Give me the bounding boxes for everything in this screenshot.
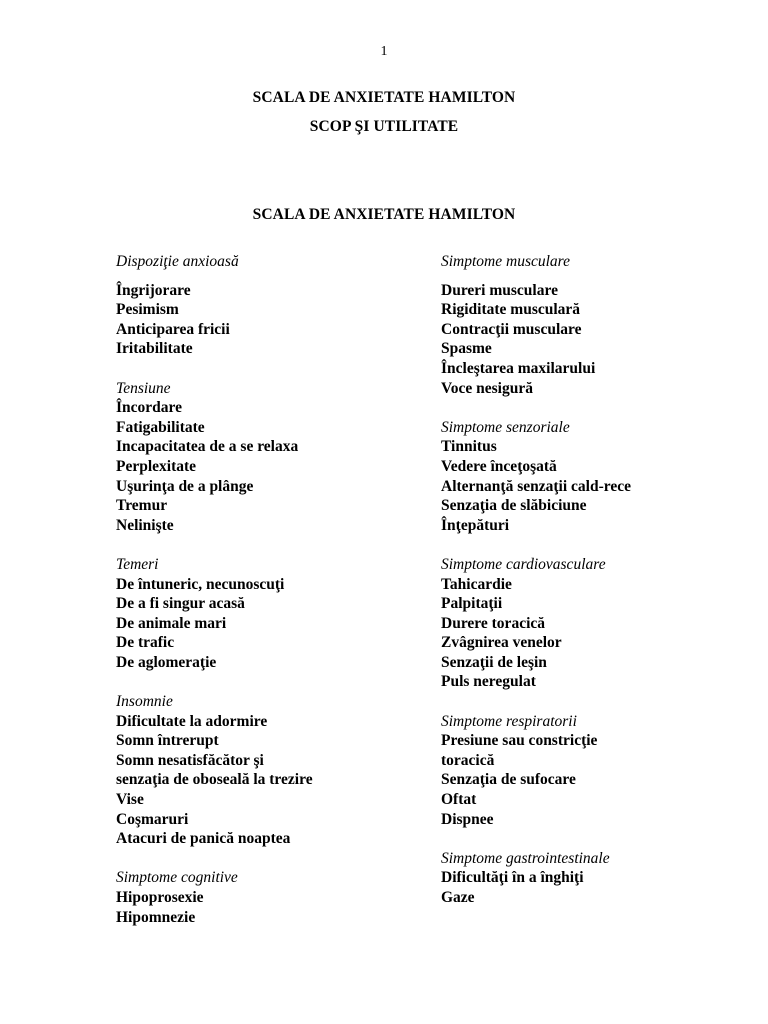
symptom-item: Durere toracică (441, 614, 546, 632)
symptom-section (116, 555, 426, 673)
section-title: Simptome respiratorii (441, 712, 577, 730)
symptom-section (441, 555, 751, 692)
symptom-item: Gaze (441, 889, 475, 906)
symptom-item: De animale mari (116, 614, 227, 632)
symptom-item: Rigiditate musculară (441, 301, 581, 319)
symptom-item: Hipomnezie (116, 908, 196, 926)
scale-title: SCALA DE ANXIETATE HAMILTON (252, 206, 516, 223)
symptom-item: Voce nesigură (441, 379, 533, 397)
symptom-item: Incapacitatea de a se relaxa (116, 438, 299, 456)
symptom-item: Tahicardie (441, 575, 512, 593)
symptom-item: Vise (116, 791, 144, 809)
symptom-item: Dureri musculare (441, 281, 558, 299)
symptom-item: Somn nesatisfăcător şi (116, 751, 264, 769)
section-title: Simptome cognitive (116, 869, 238, 887)
symptom-item: Atacuri de panică noaptea (116, 830, 291, 848)
symptom-item: De a fi singur acasă (116, 595, 245, 613)
document-title: SCALA DE ANXIETATE HAMILTON (252, 89, 516, 106)
symptom-item: Vedere înceţoşată (441, 457, 557, 475)
symptom-item: De trafic (116, 634, 175, 652)
symptom-item: senzaţia de oboseală la trezire (116, 771, 313, 789)
symptom-item: Senzaţia de slăbiciune (441, 497, 587, 515)
symptom-item: Coşmaruri (116, 810, 189, 828)
symptom-item: Încordare (116, 399, 183, 417)
symptom-item: Zvâgnirea venelor (441, 634, 562, 652)
section-title: Dispoziţie anxioasă (116, 253, 239, 270)
symptom-item: Senzaţia de sufocare (441, 771, 576, 789)
symptom-item: Puls neregulat (441, 673, 536, 691)
symptom-item: Dificultate la adormire (116, 712, 268, 730)
symptom-item: Perplexitate (116, 457, 197, 475)
section-title: Simptome musculare (441, 253, 571, 270)
symptom-section (116, 868, 426, 927)
symptom-item: Pesimism (116, 301, 179, 319)
symptom-item: Contracţii musculare (441, 320, 582, 338)
symptom-item: Dificultăţi în a înghiţi (441, 869, 584, 887)
section-title: Temeri (116, 555, 159, 573)
symptom-section (116, 692, 426, 849)
symptom-item: Oftat (441, 791, 477, 809)
symptom-item: Alternanţă senzaţii cald-rece (441, 477, 631, 495)
symptom-item: De întuneric, necunoscuţi (116, 575, 285, 593)
document-subtitle: SCOP ŞI UTILITATE (309, 118, 459, 135)
symptom-item: Fatigabilitate (116, 418, 205, 436)
symptom-item: Presiune sau constricţie (441, 732, 598, 750)
symptom-item: Senzaţii de leşin (441, 653, 547, 671)
symptom-item: De aglomeraţie (116, 653, 217, 671)
right-symptom-column (441, 252, 751, 908)
left-symptom-column (116, 252, 426, 927)
section-title: Simptome senzoriale (441, 418, 570, 436)
symptom-item: toracică (441, 751, 495, 769)
symptom-item: Îngrijorare (116, 281, 191, 299)
symptom-section (441, 252, 751, 398)
symptom-item: Dispnee (441, 810, 494, 828)
symptom-item: Înţepături (441, 516, 510, 534)
symptom-section (441, 712, 751, 830)
symptom-item: Încleştarea maxilarului (441, 359, 596, 377)
symptom-item: Tremur (116, 497, 168, 515)
section-title: Tensiune (116, 379, 171, 397)
page-number: 1 (380, 44, 388, 59)
symptom-section (116, 379, 426, 536)
symptom-section (441, 418, 751, 536)
symptom-item: Iritabilitate (116, 340, 193, 358)
symptom-item: Tinnitus (441, 438, 497, 456)
symptom-item: Somn întrerupt (116, 732, 219, 750)
symptom-section (441, 849, 751, 908)
symptom-item: Hipoprosexie (116, 889, 204, 906)
symptom-section (116, 252, 426, 359)
section-title: Simptome cardiovasculare (441, 555, 606, 573)
symptom-item: Palpitaţii (441, 595, 503, 613)
symptom-item: Nelinişte (116, 516, 174, 534)
symptom-item: Anticiparea fricii (116, 320, 230, 338)
symptom-item: Uşurinţa de a plânge (116, 477, 254, 495)
section-title: Simptome gastrointestinale (441, 849, 610, 867)
symptom-item: Spasme (441, 340, 492, 358)
section-title: Insomnie (116, 693, 173, 711)
